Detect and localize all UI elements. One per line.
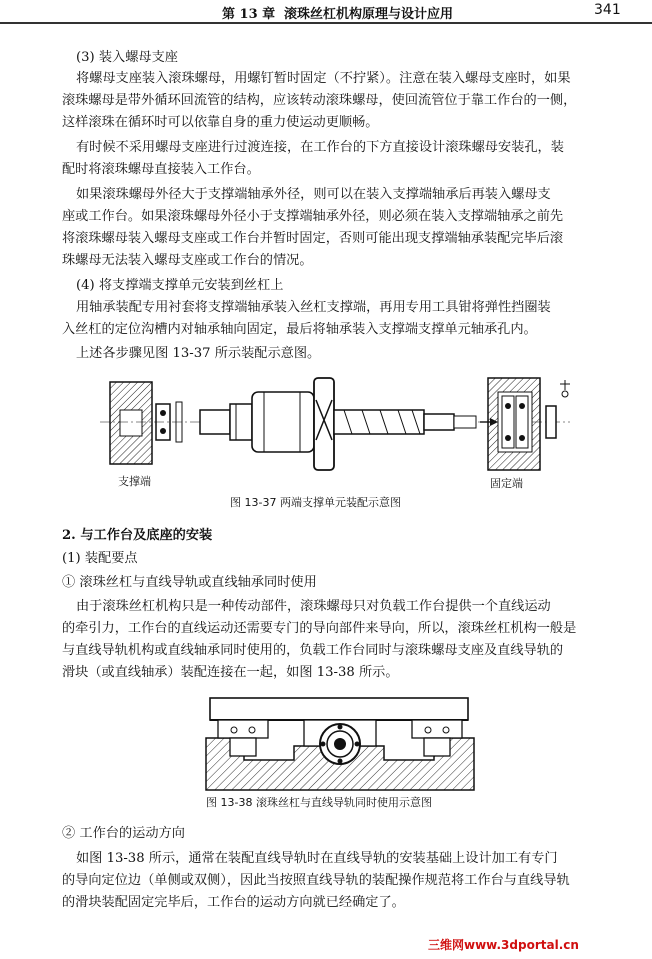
paragraph-line: 这样滚珠在循环时可以依靠自身的重力使运动更顺畅。 <box>62 115 379 130</box>
paragraph-line: 上述各步骤见图 13-37 所示装配示意图。 <box>76 346 321 361</box>
paragraph-line: 配时将滚珠螺母直接装入工作台。 <box>62 162 260 177</box>
paragraph-line: 座或工作台。如果滚珠螺母外径小于支撑端轴承外径，则必须在装入支撑端轴承之前先 <box>62 209 564 224</box>
paragraph-line: 将螺母支座装入滚珠螺母，用螺钉暂时固定（不拧紧）。注意在装入螺母支座时，如果 <box>76 71 571 86</box>
figure-13-38-caption: 图 13-38 滚珠丝杠与直线导轨同时使用示意图 <box>206 796 432 809</box>
chapter-number: 第 13 章 <box>222 7 276 22</box>
paragraph-line: 滚珠螺母是带外循环回流管的结构，应该转动滚珠螺母，使回流管位于靠工作台的一侧， <box>62 93 577 108</box>
paragraph-line: 如图 13-38 所示，通常在装配直线导轨时在直线导轨的安装基础上设计加工有专门 <box>76 851 558 866</box>
point-title-2: ② 工作台的运动方向 <box>62 826 185 841</box>
label-support-end: 支撑端 <box>118 475 151 488</box>
paragraph-line: 有时候不采用螺母支座进行过渡连接，在工作台的下方直接设计滚珠螺母安装孔，装 <box>76 140 564 155</box>
paragraph-line: 将滚珠螺母装入螺母支座或工作台并暂时固定，否则可能出现支撑端轴承装配完毕后滚 <box>62 231 564 246</box>
paragraph-line: 的滑块装配固定完毕后，工作台的运动方向就已经确定了。 <box>62 895 405 910</box>
paragraph-line: 由于滚珠丝杠机构只是一种传动部件，滚珠螺母只对负载工作台提供一个直线运动 <box>76 599 551 614</box>
figure-13-38-table-guide-diagram <box>204 690 476 792</box>
point-title-1: ① 滚珠丝杠与直线导轨或直线轴承同时使用 <box>62 575 317 590</box>
label-fixed-end: 固定端 <box>490 477 523 490</box>
subsection-title-3: (3) 装入螺母支座 <box>76 50 178 65</box>
section-title-2: 2. 与工作台及底座的安装 <box>62 528 213 543</box>
page-number: 341 <box>594 2 621 18</box>
chapter-title: 滚珠丝杠机构原理与设计应用 <box>284 7 454 22</box>
paragraph-line: 与直线导轨机构或直线轴承同时使用的，负载工作台同时与滚珠螺母支座及直线导轨的 <box>62 643 564 658</box>
paragraph-line: 如果滚珠螺母外径大于支撑端轴承外径，则可以在装入支撑端轴承后再装入螺母支 <box>76 187 551 202</box>
paragraph-line: 的牵引力，工作台的直线运动还需要专门的导向部件来导向，所以，滚珠丝杠机构一般是 <box>62 621 577 636</box>
paragraph-line: 珠螺母无法装入螺母支座或工作台的情况。 <box>62 253 313 268</box>
page-header <box>0 0 652 30</box>
paragraph-line: 滑块（或直线轴承）装配连接在一起，如图 13-38 所示。 <box>62 665 399 680</box>
figure-13-37-assembly-diagram <box>100 370 580 482</box>
subsection-title-4: (4) 将支撑端支撑单元安装到丝杠上 <box>76 278 284 293</box>
paragraph-line: 的导向定位边（单侧或双侧），因此当按照直线导轨的装配操作规范将工作台与直线导轨 <box>62 873 570 888</box>
paragraph-line: 入丝杠的定位沟槽内对轴承轴向固定，最后将轴承装入支撑端支撑单元轴承孔内。 <box>62 322 537 337</box>
watermark-site-url: 三维网www.3dportal.cn <box>428 938 579 952</box>
figure-13-37-caption: 图 13-37 两端支撑单元装配示意图 <box>230 496 401 509</box>
header-rule <box>0 22 652 24</box>
subsection-title: (1) 装配要点 <box>62 551 138 566</box>
paragraph-line: 用轴承装配专用衬套将支撑端轴承装入丝杠支撑端，再用专用工具钳将弹性挡圈装 <box>76 300 551 315</box>
